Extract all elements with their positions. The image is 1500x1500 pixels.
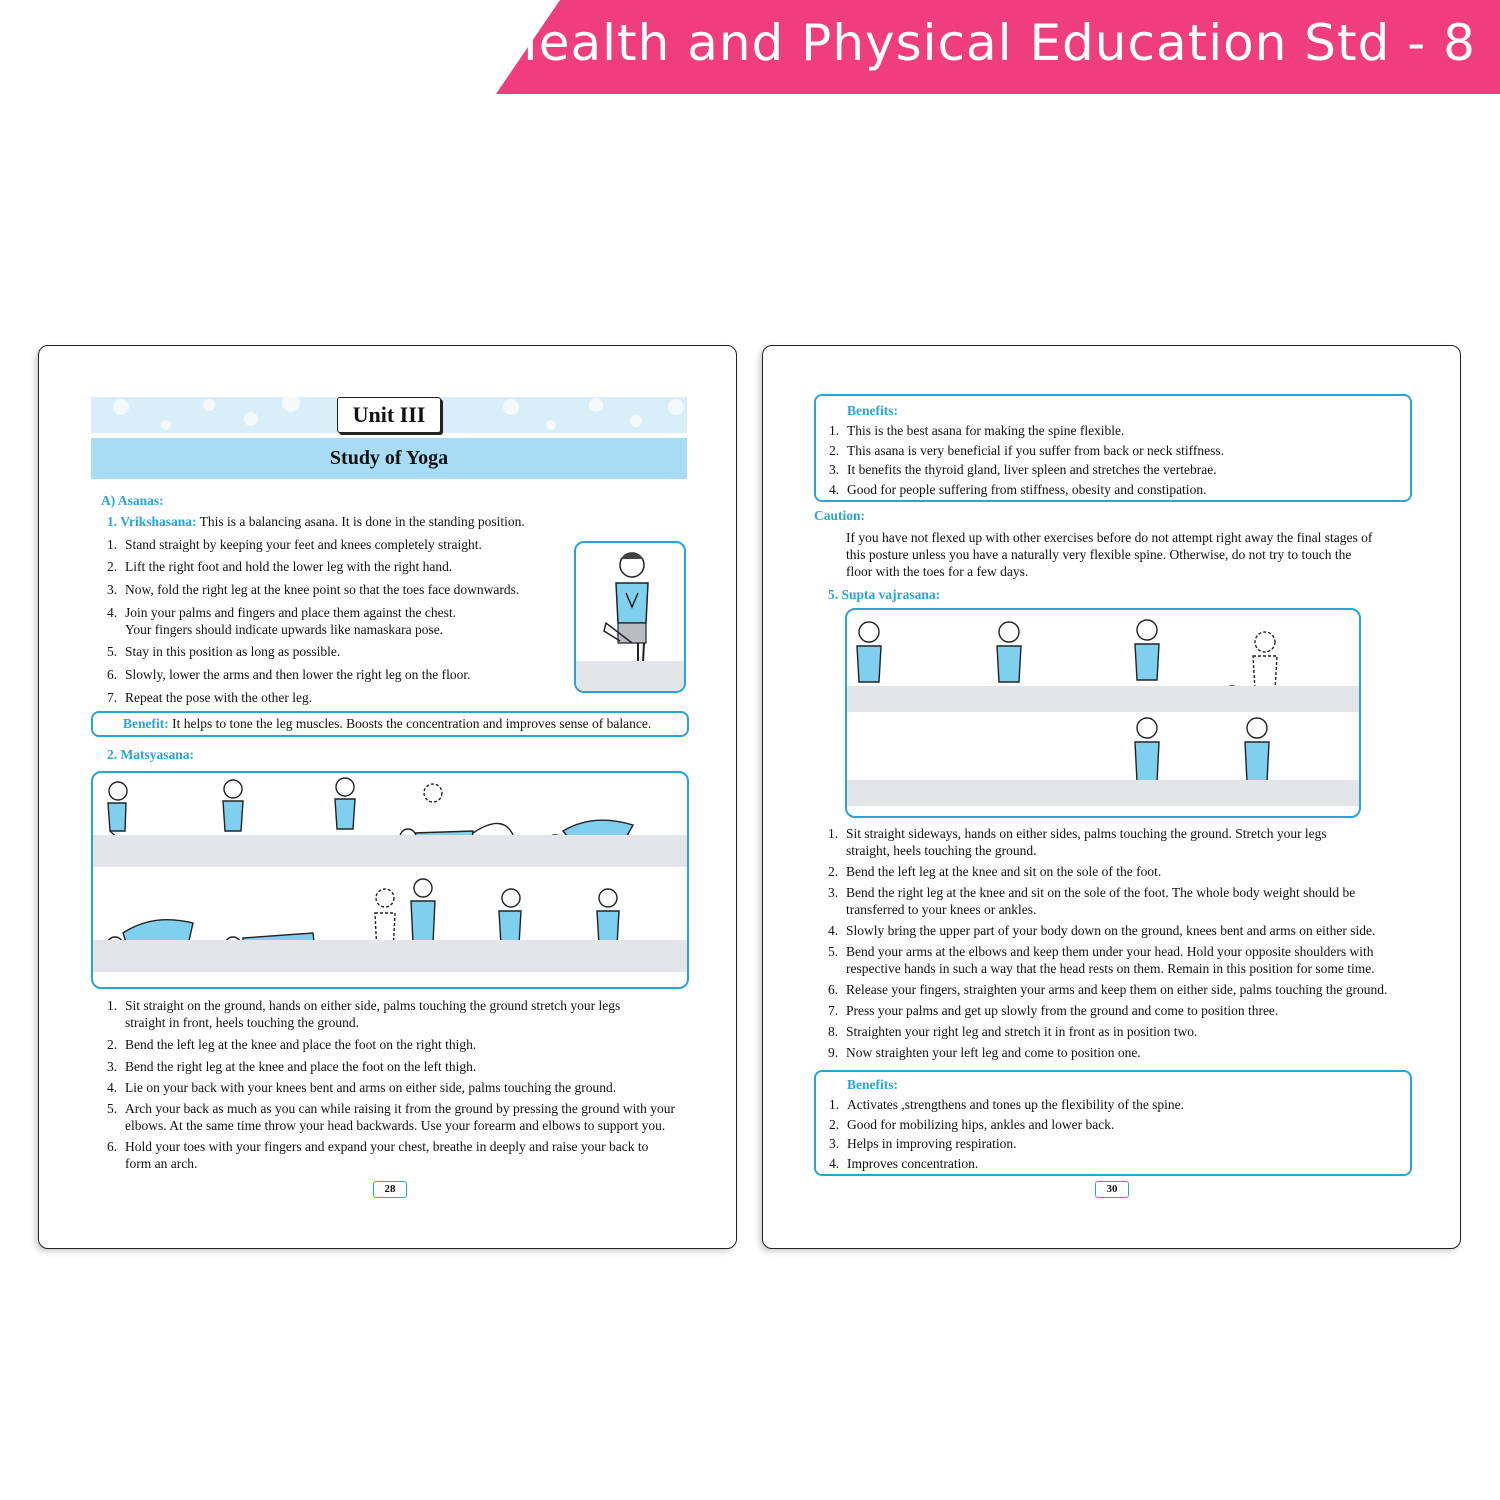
vrikshasana-intro — [107, 513, 525, 530]
vrikshasana-illustration — [574, 541, 686, 693]
floor-band — [847, 780, 1359, 806]
list-item: 4. Slowly bring the upper part of your body down on the ground, knees bent and arms on either side. — [828, 923, 1376, 938]
list-item: form an arch. — [125, 1156, 198, 1171]
benefit-text — [123, 715, 651, 732]
caution-label: Caution: — [814, 508, 866, 523]
list-item: 5. Arch your back as much as you can while raising it from the ground by pressing the ground with your — [107, 1101, 676, 1116]
list-item: 1. This is the best asana for making the spine flexible. — [829, 423, 1125, 438]
list-item: 4. Lie on your back with your knees bent and arms on either side, palms touching the ground. — [107, 1080, 617, 1095]
list-item: 5. Stay in this position as long as possible. — [107, 644, 341, 659]
list-item: 3. Helps in improving respiration. — [829, 1136, 1017, 1151]
floor-band — [847, 686, 1359, 712]
list-item: 7. Repeat the pose with the other leg. — [107, 690, 313, 705]
list-item: 4. Good for people suffering from stiffness, obesity and constipation. — [829, 482, 1207, 497]
list-item: 2. Good for mobilizing hips, ankles and lower back. — [829, 1117, 1115, 1132]
list-item: 5. Bend your arms at the elbows and keep them under your head. Hold your opposite shoulders with — [828, 944, 1374, 959]
list-item: 1. Activates ,strengthens and tones up the flexibility of the spine. — [829, 1097, 1185, 1112]
benefit-label: Benefit: — [123, 716, 169, 731]
list-item: elbows. At the same time throw your head backwards. Use your forearm and elbows to support you. — [125, 1118, 666, 1133]
section-heading: A) Asanas: — [101, 493, 164, 508]
banner-title: Health and Physical Education Std - 8 — [500, 14, 1476, 72]
caution-line: floor with the toes for a few days. — [846, 564, 1029, 579]
supta-heading: 5. Supta vajrasana: — [828, 587, 941, 602]
vrikshasana-heading: 1. Vrikshasana: — [107, 514, 197, 529]
list-item: 3. Bend the right leg at the knee and sit on the sole of the foot. The whole body weight should be — [828, 885, 1356, 900]
matsyasana-heading: 2. Matsyasana: — [107, 747, 194, 762]
list-item: 2. This asana is very beneficial if you suffer from back or neck stiffness. — [829, 443, 1225, 458]
list-item: 9. Now straighten your left leg and come to position one. — [828, 1045, 1141, 1060]
vrikshasana-intro-text: This is a balancing asana. It is done in the standing position. — [199, 514, 525, 529]
page-number: 28 — [373, 1181, 407, 1198]
list-item: 3. It benefits the thyroid gland, liver spleen and stretches the vertebrae. — [829, 462, 1217, 477]
benefit-content: It helps to tone the leg muscles. Boosts the concentration and improves sense of balance. — [172, 716, 652, 731]
supta-vajrasana-illustration — [845, 608, 1361, 818]
list-item: transferred to your knees or ankles. — [846, 902, 1037, 917]
list-item: 8. Straighten your right leg and stretch it in front as in position two. — [828, 1024, 1198, 1039]
left-page — [38, 345, 737, 1249]
page-number: 30 — [1095, 1181, 1129, 1198]
list-item: straight, heels touching the ground. — [846, 843, 1037, 858]
benefits-box — [814, 394, 1412, 502]
list-item: 2. Lift the right foot and hold the lower leg with the right hand. — [107, 559, 453, 574]
matsyasana-illustration — [91, 771, 689, 989]
list-item: 3. Bend the right leg at the knee and place the foot on the left thigh. — [107, 1059, 477, 1074]
unit-label: Unit III — [337, 397, 441, 433]
caution-line: this posture unless you have a naturally very flexible spine. Otherwise, do not try to touch the — [846, 547, 1352, 562]
list-item: 1. Stand straight by keeping your feet and knees completely straight. — [107, 537, 482, 552]
list-item: 6. Release your fingers, straighten your arms and keep them on either side, palms touching the ground. — [828, 982, 1388, 997]
list-item: 6. Hold your toes with your fingers and expand your chest, breathe in deeply and raise your back to — [107, 1139, 649, 1154]
header-banner — [0, 0, 1500, 94]
list-item: 1. Sit straight on the ground, hands on either side, palms touching the ground stretch your legs — [107, 998, 621, 1013]
list-item: 3. Now, fold the right leg at the knee point so that the toes face downwards. — [107, 582, 520, 597]
list-item: respective hands in such a way that the head rests on them. Remain in this position for some time. — [846, 961, 1375, 976]
list-item: 2. Bend the left leg at the knee and place the foot on the right thigh. — [107, 1037, 477, 1052]
benefits-box — [814, 1070, 1412, 1176]
benefits-label: Benefits: — [847, 1077, 898, 1092]
list-item: 7. Press your palms and get up slowly from the ground and come to position three. — [828, 1003, 1279, 1018]
list-item: 1. Sit straight sideways, hands on either sides, palms touching the ground. Stretch your legs — [828, 826, 1327, 841]
list-item: straight in front, heels touching the ground. — [125, 1015, 359, 1030]
caution-line: If you have not flexed up with other exercises before do not attempt right away the final stages of — [846, 530, 1373, 545]
benefit-box — [91, 711, 689, 737]
right-page — [762, 345, 1461, 1249]
list-item: Your fingers should indicate upwards like namaskara pose. — [125, 622, 444, 637]
floor-band — [93, 835, 687, 867]
benefits-label: Benefits: — [847, 403, 898, 418]
page-title: Study of Yoga — [91, 438, 687, 479]
floor-band — [93, 940, 687, 972]
list-item: 6. Slowly, lower the arms and then lower the right leg on the floor. — [107, 667, 471, 682]
floor-band — [576, 661, 684, 691]
list-item: 4. Join your palms and fingers and place them against the chest. — [107, 605, 457, 620]
list-item: 2. Bend the left leg at the knee and sit on the sole of the foot. — [828, 864, 1162, 879]
list-item: 4. Improves concentration. — [829, 1156, 979, 1171]
